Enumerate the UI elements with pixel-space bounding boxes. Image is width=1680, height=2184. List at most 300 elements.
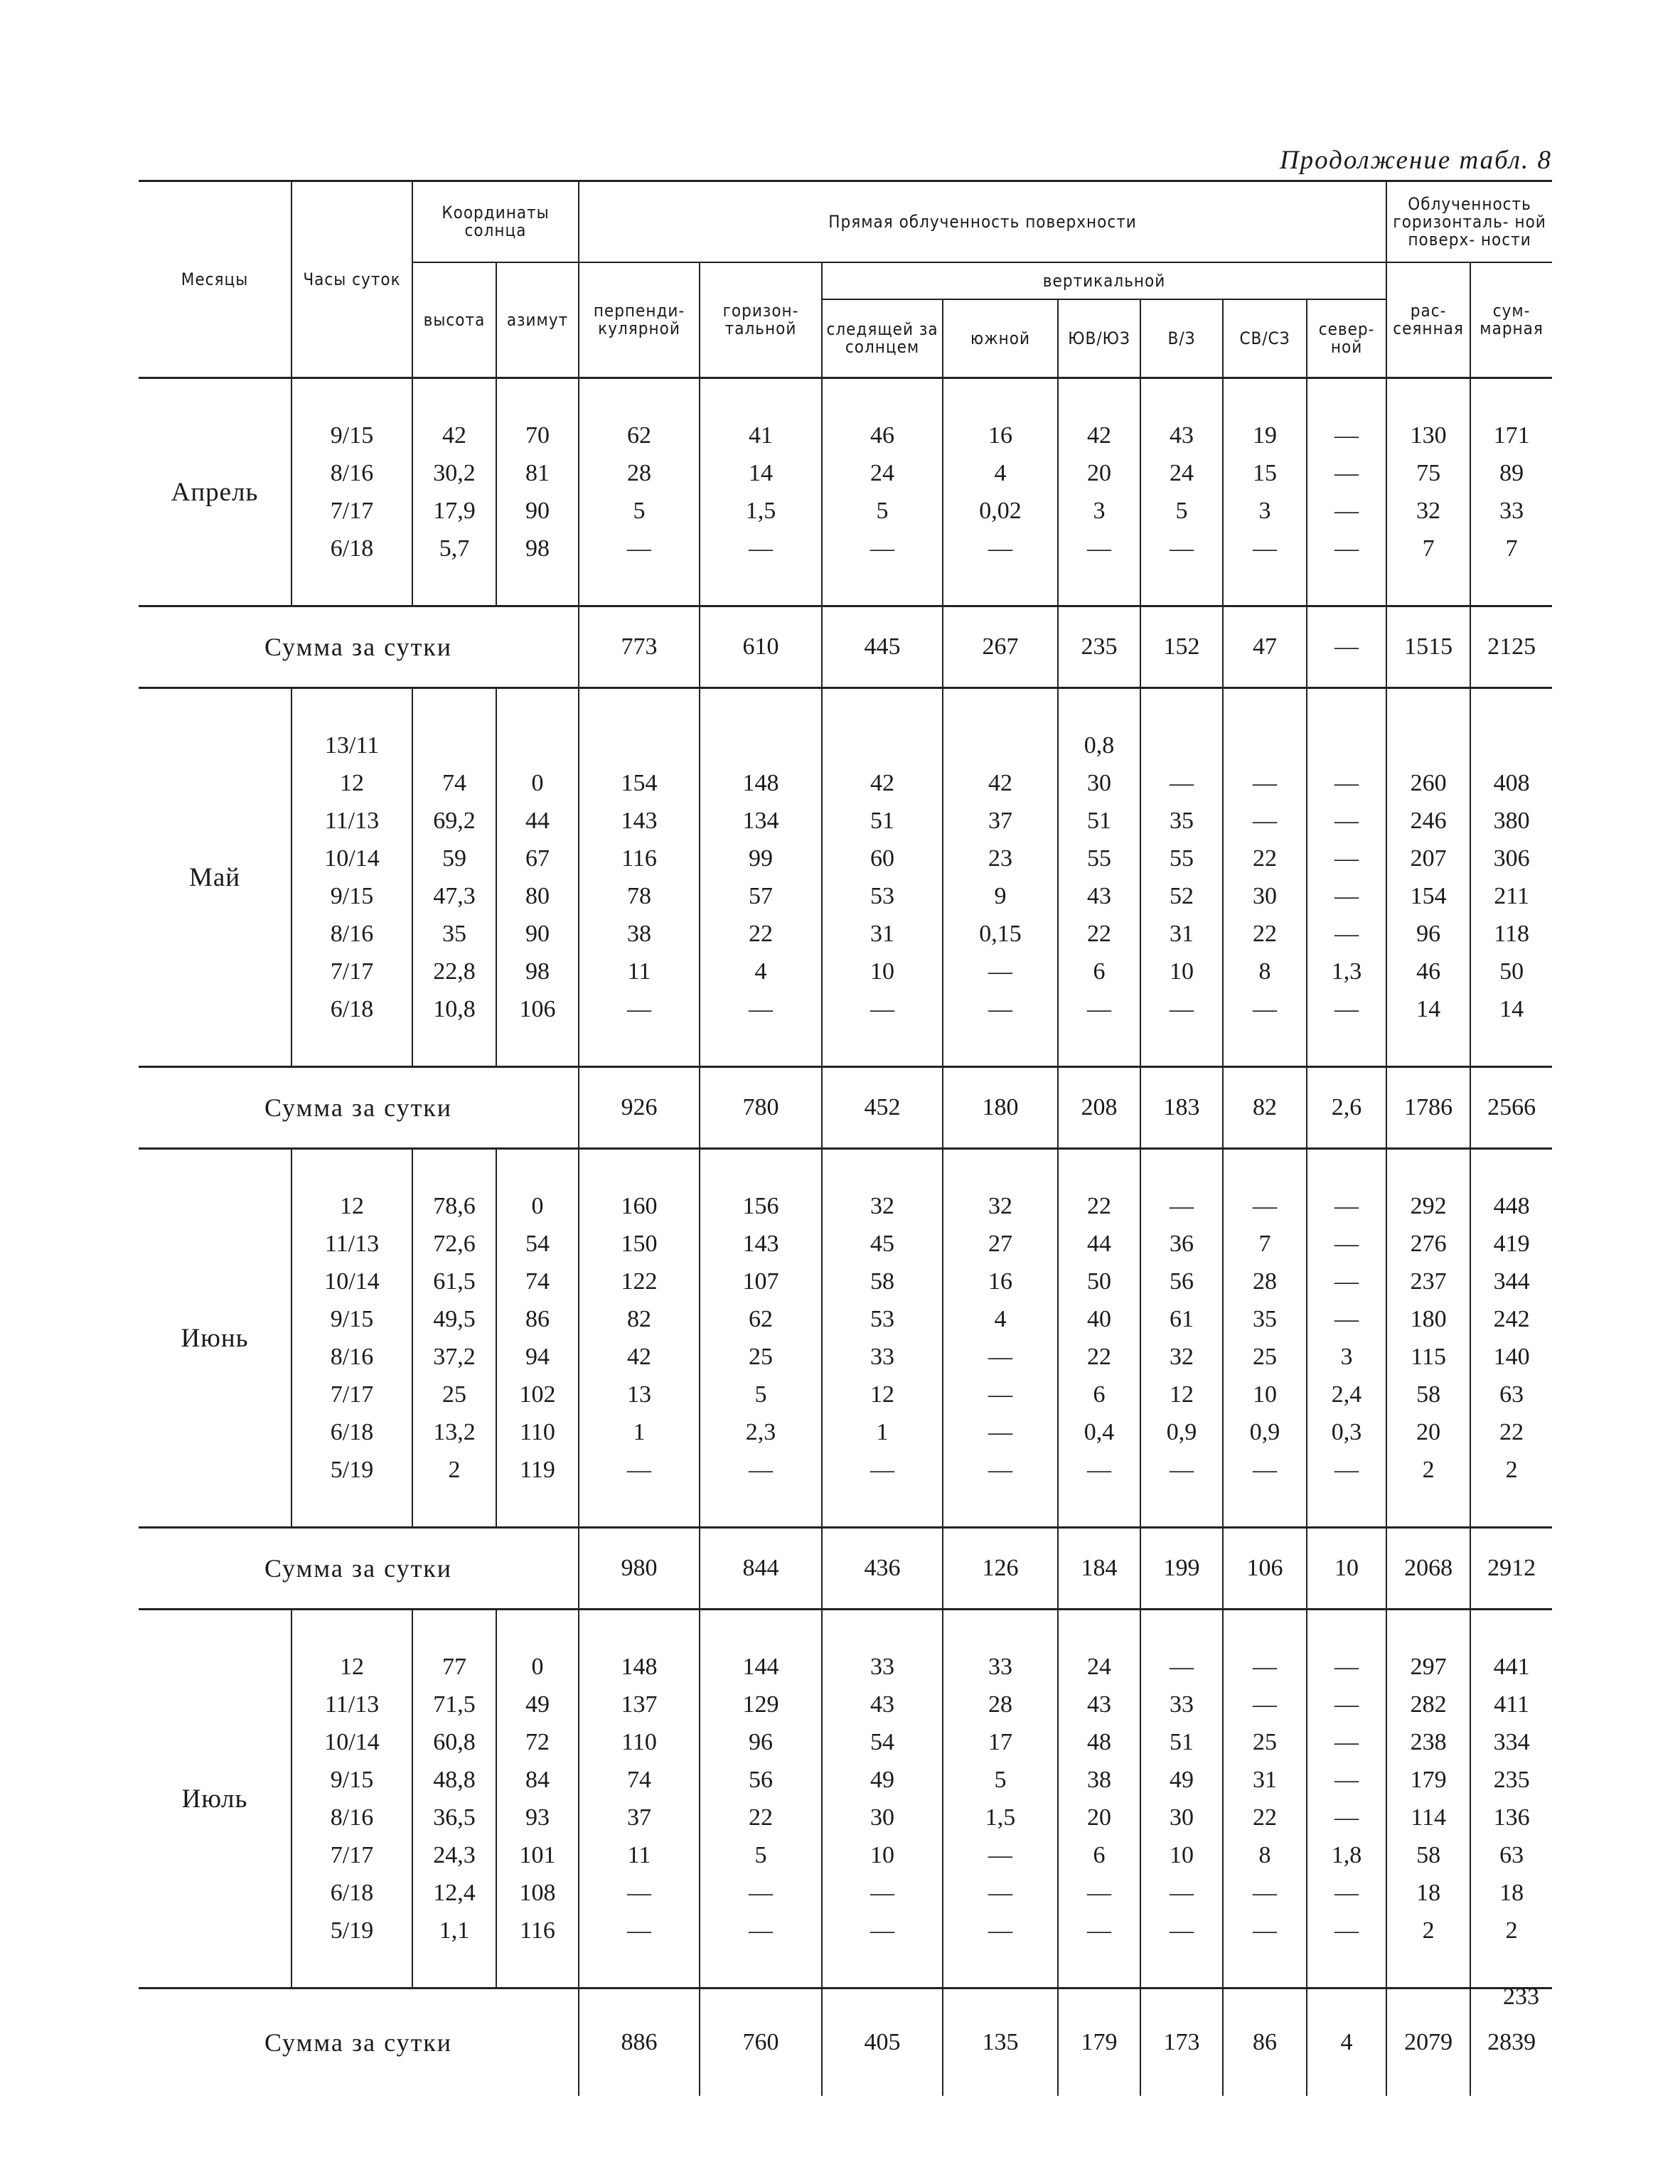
table-cell: 211 <box>1470 877 1552 915</box>
table-cell: 110 <box>496 1413 579 1451</box>
table-cell: — <box>1140 1874 1223 1912</box>
table-cell: 144 <box>700 1648 822 1686</box>
table-cell: 14 <box>1386 990 1470 1028</box>
table-cell: 55 <box>1140 840 1223 877</box>
table-cell: 89 <box>1470 454 1552 492</box>
header-horizontal: горизон- тальной <box>700 262 822 378</box>
spacer-cell <box>291 1949 412 1988</box>
spacer-cell <box>822 378 943 417</box>
table-cell: 50 <box>1058 1263 1140 1300</box>
table-cell: — <box>1058 530 1140 567</box>
table-cell: 46 <box>822 417 943 454</box>
table-cell: 33 <box>1140 1686 1223 1723</box>
table-row <box>139 1225 1552 1263</box>
table-cell: 36 <box>1140 1225 1223 1263</box>
table-cell: 35 <box>412 915 496 953</box>
spacer-cell <box>1470 378 1552 417</box>
month-label: Июнь <box>181 1323 249 1353</box>
table-cell: 35 <box>1140 802 1223 840</box>
spacer-row <box>139 1489 1552 1528</box>
table-header <box>139 181 1552 378</box>
header-vertical: вертикальной <box>822 262 1386 299</box>
table-cell: 55 <box>1058 840 1140 877</box>
table-cell: 62 <box>579 417 700 454</box>
sum-cell: 2125 <box>1470 606 1552 688</box>
sum-cell: 980 <box>579 1528 700 1610</box>
table-cell: 42 <box>412 417 496 454</box>
table-cell: 119 <box>496 1451 579 1489</box>
table-cell: — <box>1307 1912 1386 1949</box>
spacer-cell <box>822 1489 943 1528</box>
spacer-row <box>139 1949 1552 1988</box>
table-cell: — <box>822 1874 943 1912</box>
table-cell: — <box>579 1874 700 1912</box>
table-cell: 1,3 <box>1307 953 1386 990</box>
table-row <box>139 1451 1552 1489</box>
table-cell: 52 <box>1140 877 1223 915</box>
table-row <box>139 492 1552 530</box>
table-cell: 82 <box>579 1300 700 1338</box>
table-cell: 116 <box>496 1912 579 1949</box>
table-cell: 24 <box>822 454 943 492</box>
spacer-cell <box>1307 1949 1386 1988</box>
sum-cell: 135 <box>943 1988 1058 2097</box>
table-cell: 7/17 <box>291 492 412 530</box>
table-cell: 67 <box>496 840 579 877</box>
table-cell <box>1386 727 1470 764</box>
sum-cell: 10 <box>1307 1528 1386 1610</box>
table-cell: 137 <box>579 1686 700 1723</box>
spacer-cell <box>412 1149 496 1188</box>
table-cell: 334 <box>1470 1723 1552 1761</box>
table-cell: 2 <box>1470 1451 1552 1489</box>
table-row <box>139 1874 1552 1912</box>
table-cell: 74 <box>579 1761 700 1799</box>
spacer-cell <box>139 1949 291 1988</box>
sum-cell: 1515 <box>1386 606 1470 688</box>
table-cell: 260 <box>1386 764 1470 802</box>
table-cell: 51 <box>1058 802 1140 840</box>
spacer-row <box>139 1610 1552 1649</box>
table-cell: 45 <box>822 1225 943 1263</box>
spacer-cell <box>1307 1028 1386 1067</box>
table-cell: 27 <box>943 1225 1058 1263</box>
table-cell: 58 <box>1386 1836 1470 1874</box>
table-cell: 38 <box>1058 1761 1140 1799</box>
header-azimuth: азимут <box>496 262 579 378</box>
table-row <box>139 1799 1552 1836</box>
header-e-w: В/З <box>1140 299 1223 378</box>
table-cell: — <box>1223 1874 1307 1912</box>
table-cell: 99 <box>700 840 822 877</box>
table-cell: 60 <box>822 840 943 877</box>
spacer-cell <box>579 1149 700 1188</box>
table-cell: 19 <box>1223 417 1307 454</box>
spacer-cell <box>700 567 822 606</box>
table-cell: — <box>1307 764 1386 802</box>
table-cell: 10/14 <box>291 1723 412 1761</box>
table-row <box>139 1723 1552 1761</box>
sum-cell: 2839 <box>1470 1988 1552 2097</box>
header-direct-irradiance: Прямая облученность поверхности <box>579 181 1386 263</box>
table-cell: 30 <box>1223 877 1307 915</box>
spacer-cell <box>1140 1149 1223 1188</box>
header-horizontal-irradiance: Облученность горизонталь- ной поверх- ности <box>1386 181 1552 263</box>
table-cell: 5 <box>700 1836 822 1874</box>
table-cell: 419 <box>1470 1225 1552 1263</box>
spacer-cell <box>1058 1489 1140 1528</box>
sum-label: Сумма за сутки <box>139 1067 579 1149</box>
header-sun-coordinates: Координаты солнца <box>412 181 579 263</box>
table-cell: 90 <box>496 492 579 530</box>
table-row <box>139 1376 1552 1413</box>
table-cell: 74 <box>496 1263 579 1300</box>
sum-row <box>139 606 1552 688</box>
table-cell: 40 <box>1058 1300 1140 1338</box>
table-cell <box>579 727 700 764</box>
sum-cell: 180 <box>943 1067 1058 1149</box>
table-cell: 41 <box>700 417 822 454</box>
table-cell: 56 <box>1140 1263 1223 1300</box>
spacer-cell <box>139 378 291 417</box>
table-cell: 13,2 <box>412 1413 496 1451</box>
spacer-cell <box>1470 1028 1552 1067</box>
table-cell: 15 <box>1223 454 1307 492</box>
table-cell: 6 <box>1058 1836 1140 1874</box>
spacer-cell <box>1223 378 1307 417</box>
table-cell: 115 <box>1386 1338 1470 1376</box>
table-cell: 1,5 <box>943 1799 1058 1836</box>
table-cell: 2 <box>1470 1912 1552 1949</box>
table-cell: 25 <box>412 1376 496 1413</box>
table-cell: 96 <box>1386 915 1470 953</box>
spacer-cell <box>1140 1610 1223 1649</box>
sum-cell: 235 <box>1058 606 1140 688</box>
spacer-cell <box>1058 378 1140 417</box>
table-cell: 122 <box>579 1263 700 1300</box>
table-cell: 24 <box>1140 454 1223 492</box>
sum-cell: 773 <box>579 606 700 688</box>
sum-row <box>139 1988 1552 2097</box>
table-cell: 116 <box>579 840 700 877</box>
table-cell: 42 <box>1058 417 1140 454</box>
table-cell: 148 <box>579 1648 700 1686</box>
table-cell: 74 <box>412 764 496 802</box>
irradiance-table <box>139 180 1552 2096</box>
table-cell: 22 <box>1223 840 1307 877</box>
month-label: Май <box>188 862 241 892</box>
spacer-cell <box>291 1149 412 1188</box>
table-cell: 0,9 <box>1223 1413 1307 1451</box>
table-cell: 30 <box>1140 1799 1223 1836</box>
table-cell: 207 <box>1386 840 1470 877</box>
table-cell: 9 <box>943 877 1058 915</box>
table-cell: 237 <box>1386 1263 1470 1300</box>
table-cell: 143 <box>700 1225 822 1263</box>
table-cell: — <box>1307 1761 1386 1799</box>
table-cell: — <box>1223 1648 1307 1686</box>
table-cell: 22 <box>700 1799 822 1836</box>
table-cell: — <box>943 1376 1058 1413</box>
table-row <box>139 990 1552 1028</box>
table-row <box>139 530 1552 567</box>
table-cell: 22 <box>1223 1799 1307 1836</box>
table-row <box>139 1836 1552 1874</box>
spacer-cell <box>291 1489 412 1528</box>
table-cell: 10 <box>1140 1836 1223 1874</box>
table-cell: 12 <box>291 1187 412 1225</box>
table-cell: 25 <box>1223 1723 1307 1761</box>
table-cell: — <box>943 953 1058 990</box>
table-cell: — <box>1223 1686 1307 1723</box>
table-cell: 20 <box>1058 1799 1140 1836</box>
table-cell: 31 <box>1223 1761 1307 1799</box>
table-row <box>139 802 1552 840</box>
spacer-cell <box>1058 1949 1140 1988</box>
table-cell: 77 <box>412 1648 496 1686</box>
table-cell: 12,4 <box>412 1874 496 1912</box>
table-cell: 30 <box>822 1799 943 1836</box>
table-cell: 28 <box>943 1686 1058 1723</box>
table-cell: 94 <box>496 1338 579 1376</box>
table-cell: 130 <box>1386 417 1470 454</box>
table-row <box>139 953 1552 990</box>
table-cell: — <box>1140 1451 1223 1489</box>
table-cell: 70 <box>496 417 579 454</box>
table-cell: 7 <box>1470 530 1552 567</box>
table-cell: — <box>1307 1648 1386 1686</box>
sum-cell: 926 <box>579 1067 700 1149</box>
spacer-cell <box>412 378 496 417</box>
table-cell: 10/14 <box>291 1263 412 1300</box>
table-cell: — <box>1307 1300 1386 1338</box>
spacer-cell <box>1140 1028 1223 1067</box>
table-cell: 110 <box>579 1723 700 1761</box>
spacer-cell <box>700 1149 822 1188</box>
table-cell: 150 <box>579 1225 700 1263</box>
table-cell: 59 <box>412 840 496 877</box>
table-cell: 32 <box>1140 1338 1223 1376</box>
table-cell: 8/16 <box>291 454 412 492</box>
table-cell: 12 <box>291 1648 412 1686</box>
sum-cell: 82 <box>1223 1067 1307 1149</box>
table-cell: 0,9 <box>1140 1413 1223 1451</box>
table-cell: 81 <box>496 454 579 492</box>
sum-cell: 183 <box>1140 1067 1223 1149</box>
spacer-cell <box>496 1149 579 1188</box>
table-cell: 5 <box>579 492 700 530</box>
table-cell: 32 <box>1386 492 1470 530</box>
table-cell: 49 <box>496 1686 579 1723</box>
table-cell: 10 <box>1223 1376 1307 1413</box>
table-cell: 61 <box>1140 1300 1223 1338</box>
table-cell: 71,5 <box>412 1686 496 1723</box>
table-cell: 30,2 <box>412 454 496 492</box>
table-cell: 8/16 <box>291 1338 412 1376</box>
table-cell: 84 <box>496 1761 579 1799</box>
table-cell: 90 <box>496 915 579 953</box>
table-row <box>139 1338 1552 1376</box>
header-tracking: следящей за солнцем <box>822 299 943 378</box>
spacer-cell <box>700 1949 822 1988</box>
spacer-cell <box>1223 567 1307 606</box>
table-row <box>139 454 1552 492</box>
table-cell: — <box>1307 802 1386 840</box>
spacer-cell <box>822 567 943 606</box>
table-row <box>139 417 1552 454</box>
table-cell: 98 <box>496 953 579 990</box>
table-cell: — <box>700 530 822 567</box>
sum-cell: 106 <box>1223 1528 1307 1610</box>
table-cell: 10 <box>822 953 943 990</box>
spacer-cell <box>1386 1949 1470 1988</box>
spacer-cell <box>1386 1028 1470 1067</box>
table-cell <box>1470 727 1552 764</box>
table-row <box>139 840 1552 877</box>
table-row <box>139 1263 1552 1300</box>
table-cell: — <box>1223 802 1307 840</box>
table-cell: 448 <box>1470 1187 1552 1225</box>
spacer-cell <box>822 688 943 727</box>
spacer-cell <box>579 1028 700 1067</box>
sum-cell: 199 <box>1140 1528 1223 1610</box>
table-row <box>139 1912 1552 1949</box>
spacer-cell <box>496 1610 579 1649</box>
table-cell: 32 <box>822 1187 943 1225</box>
table-cell: 33 <box>1470 492 1552 530</box>
table-cell: 11 <box>579 1836 700 1874</box>
table-cell: 18 <box>1386 1874 1470 1912</box>
table-row <box>139 915 1552 953</box>
table-cell: 5 <box>943 1761 1058 1799</box>
spacer-cell <box>579 567 700 606</box>
spacer-cell <box>579 1489 700 1528</box>
spacer-cell <box>496 1489 579 1528</box>
month-label: Апрель <box>171 477 259 507</box>
table-cell <box>1223 727 1307 764</box>
table-cell: 22,8 <box>412 953 496 990</box>
page-number: 233 <box>1503 1984 1539 2010</box>
table-cell: 276 <box>1386 1225 1470 1263</box>
sum-label: Сумма за сутки <box>139 606 579 688</box>
table-cell: 31 <box>822 915 943 953</box>
table-cell: 42 <box>579 1338 700 1376</box>
table-cell: 2,4 <box>1307 1376 1386 1413</box>
header-north: север- ной <box>1307 299 1386 378</box>
spacer-cell <box>412 1949 496 1988</box>
table-cell: 12 <box>291 764 412 802</box>
table-cell: 6/18 <box>291 1413 412 1451</box>
sum-cell: 47 <box>1223 606 1307 688</box>
table-cell: 12 <box>1140 1376 1223 1413</box>
sum-row <box>139 1528 1552 1610</box>
spacer-cell <box>1470 1149 1552 1188</box>
table-cell: 24 <box>1058 1648 1140 1686</box>
header-month: Месяцы <box>181 269 249 289</box>
table-cell: 4 <box>943 454 1058 492</box>
table-row <box>139 877 1552 915</box>
table-row <box>139 1300 1552 1338</box>
spacer-cell <box>1307 688 1386 727</box>
table-cell: 43 <box>1140 417 1223 454</box>
table-cell: — <box>1307 1723 1386 1761</box>
table-cell: 72,6 <box>412 1225 496 1263</box>
table-cell: 0 <box>496 1187 579 1225</box>
spacer-cell <box>1307 1489 1386 1528</box>
table-row <box>139 1686 1552 1723</box>
table-cell: 10 <box>1140 953 1223 990</box>
table-cell <box>412 727 496 764</box>
spacer-cell <box>291 1028 412 1067</box>
table-cell: 4 <box>700 953 822 990</box>
table-cell: 246 <box>1386 802 1470 840</box>
spacer-cell <box>139 1610 291 1649</box>
spacer-cell <box>139 688 291 727</box>
sum-cell: 2079 <box>1386 1988 1470 2097</box>
table-cell: 86 <box>496 1300 579 1338</box>
table-cell: 62 <box>700 1300 822 1338</box>
table-cell: 7/17 <box>291 953 412 990</box>
table-cell: 44 <box>1058 1225 1140 1263</box>
table-cell: 22 <box>1058 915 1140 953</box>
header-south: южной <box>943 299 1058 378</box>
table-cell: 25 <box>1223 1338 1307 1376</box>
spacer-cell <box>496 378 579 417</box>
header-total: сум- марная <box>1470 262 1552 378</box>
table-cell: 344 <box>1470 1263 1552 1300</box>
month-label: Июль <box>181 1784 248 1814</box>
table-cell: — <box>1307 417 1386 454</box>
table-cell: 43 <box>822 1686 943 1723</box>
table-cell: 1,5 <box>700 492 822 530</box>
table-cell: 441 <box>1470 1648 1552 1686</box>
table-cell: 154 <box>1386 877 1470 915</box>
table-cell: 80 <box>496 877 579 915</box>
table-cell: — <box>1307 915 1386 953</box>
table-cell: 7 <box>1386 530 1470 567</box>
table-cell: 9/15 <box>291 417 412 454</box>
table-cell: 0,8 <box>1058 727 1140 764</box>
table-cell: 11 <box>579 953 700 990</box>
table-cell: 179 <box>1386 1761 1470 1799</box>
table-cell: — <box>1058 1912 1140 1949</box>
table-cell: 36,5 <box>412 1799 496 1836</box>
spacer-cell <box>822 1028 943 1067</box>
header-diffuse: рас- сеянная <box>1386 262 1470 378</box>
table-cell: 171 <box>1470 417 1552 454</box>
table-cell: 53 <box>822 877 943 915</box>
table-cell: 35 <box>1223 1300 1307 1338</box>
table-cell: — <box>700 1451 822 1489</box>
table-cell: 114 <box>1386 1799 1470 1836</box>
spacer-cell <box>1058 1028 1140 1067</box>
table-cell: 235 <box>1470 1761 1552 1799</box>
table-cell: 408 <box>1470 764 1552 802</box>
header-hours: Часы суток <box>291 181 412 378</box>
sum-cell: 2,6 <box>1307 1067 1386 1149</box>
table-cell: 5,7 <box>412 530 496 567</box>
table-cell: 20 <box>1058 454 1140 492</box>
table-row <box>139 1413 1552 1451</box>
table-cell: 9/15 <box>291 1761 412 1799</box>
table-cell: 78,6 <box>412 1187 496 1225</box>
spacer-row <box>139 1028 1552 1067</box>
table-cell: 11/13 <box>291 802 412 840</box>
table-cell: 60,8 <box>412 1723 496 1761</box>
table-cell: 43 <box>1058 877 1140 915</box>
table-cell: 38 <box>579 915 700 953</box>
table-cell: 25 <box>700 1338 822 1376</box>
